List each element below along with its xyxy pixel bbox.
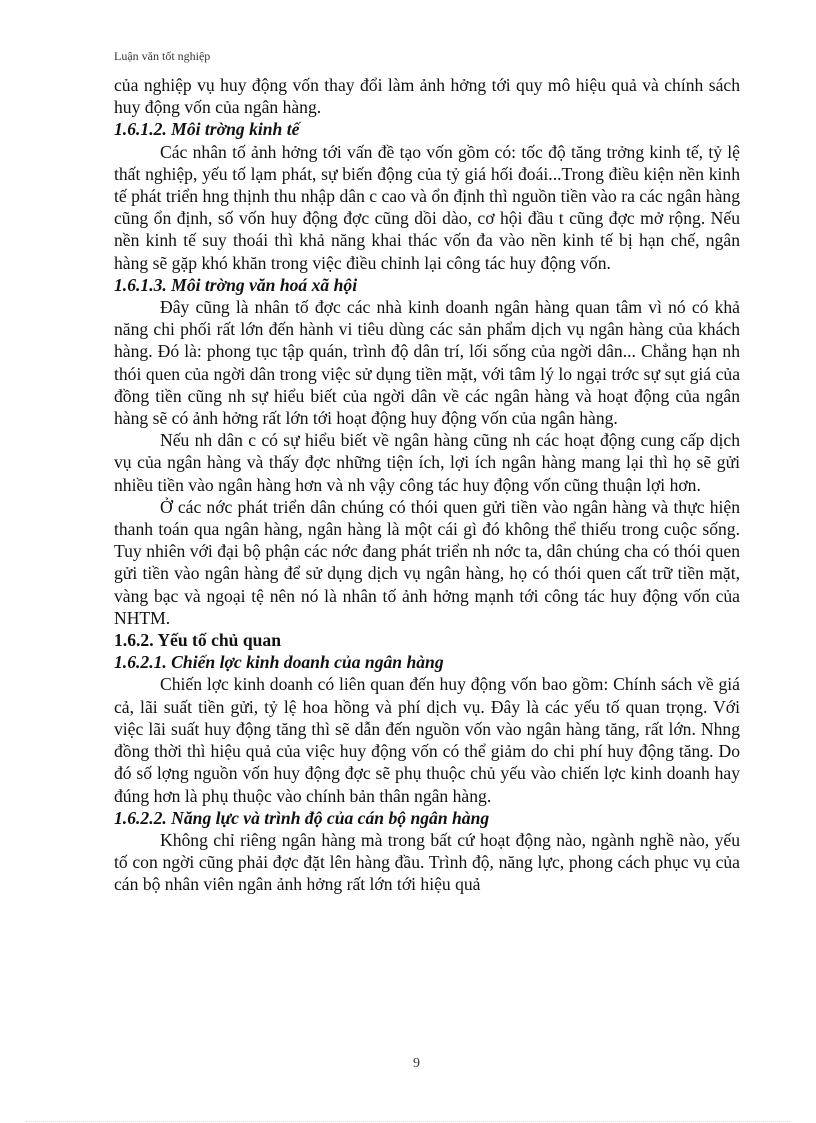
paragraph-staff-capability: Không chỉ riêng ngân hàng mà trong bất cứ hoạt động nào, ngành nghề nào, yếu tố con ngời cũng phải đợc đặt lên hàng đầu. Trình độ, năng lực, phong cách phục vụ của cán bộ nhân viên ngân ảnh hởng rất lớn tới hiệu quả bbox=[114, 829, 740, 895]
paragraph-culture-c: Ở các nớc phát triển dân chúng có thói quen gửi tiền vào ngân hàng và thực hiện thanh toán qua ngân hàng, ngân hàng là một cái gì đó không thể thiếu trong cuộc sống. Tuy nhiên với đại bộ phận các nớc đang phát triển nh nớc ta, dân chúng cha có thói quen gửi tiền vào ngân hàng để sử dụng dịch vụ ngân hàng, họ có thói quen cất trữ tiền mặt, vàng bạc và ngoại tệ nên nó là nhân tố ảnh hởng mạnh tới công tác huy động vốn của NHTM. bbox=[114, 496, 740, 628]
heading-1-6-2-2: 1.6.2.2. Năng lực và trình độ của cán bộ ngân hàng bbox=[114, 807, 490, 828]
page-bottom-divider bbox=[26, 1121, 790, 1122]
page-number: 9 bbox=[413, 1056, 420, 1071]
heading-1-6-2-1: 1.6.2.1. Chiến lợc kinh doanh của ngân hàng bbox=[114, 652, 444, 673]
heading-1-6-2: 1.6.2. Yếu tố chủ quan bbox=[114, 630, 282, 651]
body-text bbox=[114, 74, 740, 896]
running-header: Luận văn tốt nghiệp bbox=[114, 49, 211, 63]
heading-1-6-1-3: 1.6.1.3. Môi trờng văn hoá xã hội bbox=[114, 274, 358, 295]
paragraph-culture-a: Đây cũng là nhân tố đợc các nhà kinh doanh ngân hàng quan tâm vì nó có khả năng chi phối rất lớn đến hành vi tiêu dùng các sản phẩm dịch vụ ngân hàng của khách hàng. Đó là: phong tục tập quán, trình độ dân trí, lối sống của ngời dân... Chẳng hạn nh thói quen của ngời dân trong việc sử dụng tiền mặt, với tâm lý lo ngại trớc sự sụt giá của đồng tiền cũng nh sự hiểu biết của ngời dân về các ngân hàng và hoạt động của ngân hàng sẽ có ảnh hởng rất lớn tới hoạt động huy động vốn của ngân hàng. bbox=[114, 297, 740, 429]
paragraph-culture-b: Nếu nh dân c có sự hiểu biết về ngân hàng cũng nh các hoạt động cung cấp dịch vụ của ngân hàng và thấy đợc những tiện ích, lợi ích ngân hàng mang lại thì họ sẽ gửi nhiều tiền vào ngân hàng hơn và nh vậy công tác huy động vốn cũng thuận lợi hơn. bbox=[114, 430, 740, 495]
paragraph-business-strategy: Chiến lợc kinh doanh có liên quan đến huy động vốn bao gồm: Chính sách về giá cả, lãi suất tiền gửi, tỷ lệ hoa hồng và phí dịch vụ. Đây là các yếu tố quan trọng. Với việc lãi suất huy động tăng thì sẽ dẫn đến nguồn vốn vào ngân hàng tăng, rất lớn. Nhng đồng thời thì hiệu quả của việc huy động vốn có thể giảm do chi phí huy động tăng. Do đó số lợng nguồn vốn huy động đợc sẽ phụ thuộc chủ yếu vào chiến lợc kinh doanh hay đúng hơn là phụ thuộc vào chính bản thân ngân hàng. bbox=[114, 674, 740, 806]
paragraph-intro: của nghiệp vụ huy động vốn thay đổi làm ảnh hởng tới quy mô hiệu quả và chính sách huy động vốn của ngân hàng. bbox=[114, 75, 740, 118]
heading-1-6-1-2: 1.6.1.2. Môi trờng kinh tế bbox=[114, 119, 300, 140]
paragraph-economic-environment: Các nhân tố ảnh hởng tới vấn đề tạo vốn gồm có: tốc độ tăng trởng kinh tế, tỷ lệ thất nghiệp, yếu tố lạm phát, sự biến động của tỷ giá hối đoái...Trong điều kiện nền kinh tế phát triển hng thịnh thu nhập dân c cao và ổn định thì nguồn tiền vào ra các ngân hàng cũng ổn định, số vốn huy động đợc cũng dồi dào, cơ hội đầu t cũng đợc mở rộng. Nếu nền kinh tế suy thoái thì khả năng khai thác vốn đa vào nền kinh tế bị hạn chế, ngân hàng sẽ gặp khó khăn trong việc điều chỉnh lại công tác huy động vốn. bbox=[114, 141, 740, 273]
